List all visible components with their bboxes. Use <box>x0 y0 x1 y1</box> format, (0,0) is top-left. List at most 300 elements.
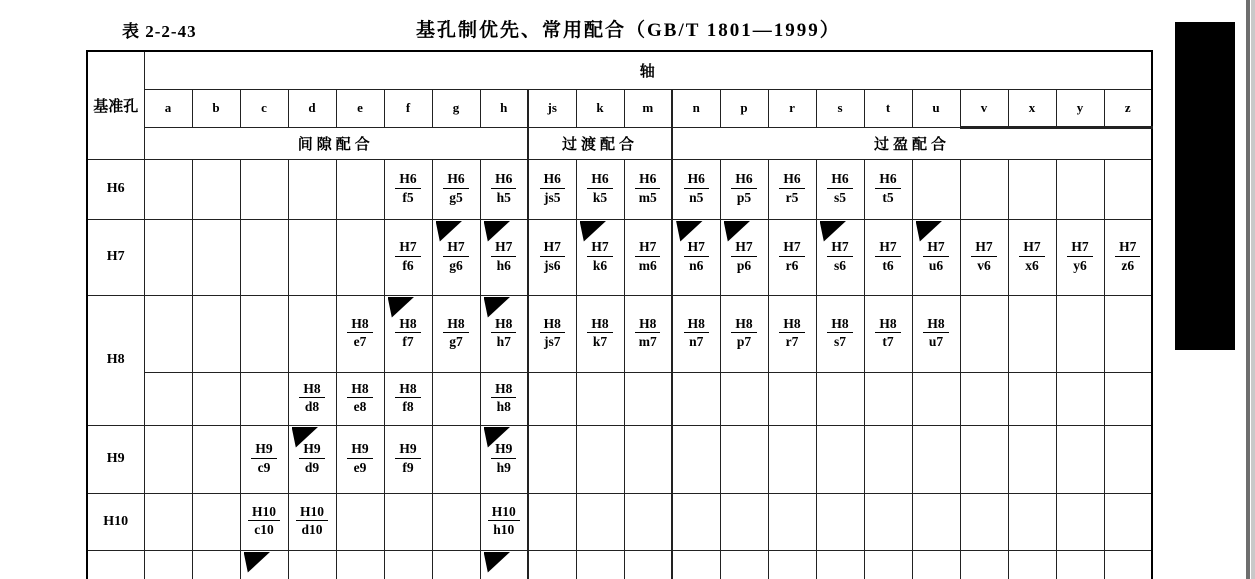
empty-cell <box>1104 372 1152 425</box>
fit-cell-H6-r5 <box>768 159 816 219</box>
fit-numerator: H6 <box>587 171 612 188</box>
fit-cell-H9-d9 <box>288 425 336 493</box>
empty-cell <box>336 159 384 219</box>
column-header-m: m <box>624 89 672 127</box>
fit-cell-H8-t7 <box>864 295 912 372</box>
page-edge-line-light <box>1251 0 1255 579</box>
header-row-shaft <box>87 51 1152 89</box>
fit-denominator: js6 <box>543 257 561 273</box>
table-row <box>87 295 1152 372</box>
empty-cell <box>720 425 768 493</box>
fit-cell-H9-f9 <box>384 425 432 493</box>
fit-fraction <box>395 171 420 204</box>
fit-denominator: m6 <box>638 257 657 273</box>
column-header-u: u <box>912 89 960 127</box>
fit-numerator: H7 <box>395 239 420 256</box>
empty-cell <box>528 493 576 550</box>
fit-cell-H8-k7 <box>576 295 624 372</box>
empty-cell <box>1008 550 1056 579</box>
preferred-mark-cell-c <box>240 550 288 579</box>
fit-cell-H8-p7 <box>720 295 768 372</box>
empty-cell <box>144 425 192 493</box>
fit-fraction <box>731 171 756 204</box>
empty-cell <box>624 425 672 493</box>
fit-cell-H8-n7 <box>672 295 720 372</box>
column-header-k: k <box>576 89 624 127</box>
fit-fraction <box>299 441 324 474</box>
empty-cell <box>1104 295 1152 372</box>
fit-denominator: f8 <box>402 399 414 415</box>
empty-cell <box>912 425 960 493</box>
fit-numerator: H9 <box>251 441 276 458</box>
empty-cell <box>864 425 912 493</box>
empty-cell <box>816 425 864 493</box>
preferred-fit-triangle <box>484 297 511 318</box>
empty-cell <box>768 425 816 493</box>
fit-fraction <box>827 239 852 272</box>
fit-numerator: H8 <box>875 316 900 333</box>
empty-cell <box>336 219 384 295</box>
empty-cell <box>576 493 624 550</box>
scan-black-bar-artifact <box>1175 22 1235 350</box>
fit-fraction <box>684 316 709 349</box>
fit-category-0: 间隙配合 <box>144 127 528 159</box>
empty-cell <box>336 550 384 579</box>
fit-cell-H7-v6 <box>960 219 1008 295</box>
fit-denominator: u6 <box>928 257 944 273</box>
fit-denominator: c10 <box>254 522 274 538</box>
empty-cell <box>192 493 240 550</box>
fit-denominator: s6 <box>833 257 846 273</box>
fit-numerator: H6 <box>827 171 852 188</box>
empty-cell <box>672 425 720 493</box>
empty-cell <box>336 493 384 550</box>
fit-numerator: H7 <box>731 239 756 256</box>
fit-numerator: H6 <box>779 171 804 188</box>
fit-numerator: H8 <box>779 316 804 333</box>
empty-cell <box>768 550 816 579</box>
empty-cell <box>528 425 576 493</box>
fit-fraction <box>779 316 804 349</box>
fit-numerator: H10 <box>296 504 328 521</box>
fit-fraction <box>587 316 612 349</box>
row-label-H7: H7 <box>87 219 144 295</box>
table-number: 表 2-2-43 <box>122 22 197 41</box>
empty-cell <box>432 550 480 579</box>
table-row <box>87 550 1152 579</box>
empty-cell <box>720 372 768 425</box>
fit-fraction <box>635 316 660 349</box>
fit-numerator: H8 <box>540 316 565 333</box>
empty-cell <box>1008 159 1056 219</box>
fit-denominator: r5 <box>785 189 799 205</box>
fit-denominator: t7 <box>882 334 894 350</box>
fit-denominator: u7 <box>928 334 944 350</box>
empty-cell <box>240 219 288 295</box>
fit-numerator: H7 <box>923 239 948 256</box>
fit-fraction <box>587 171 612 204</box>
empty-cell <box>624 493 672 550</box>
fit-cell-H7-x6 <box>1008 219 1056 295</box>
page-title: 基孔制优先、常用配合（GB/T 1801—1999） <box>416 20 841 41</box>
fit-fraction <box>491 381 516 414</box>
preferred-fit-triangle <box>916 221 943 242</box>
preferred-fit-triangle <box>484 221 511 242</box>
empty-cell <box>288 550 336 579</box>
fit-fraction <box>875 171 900 204</box>
empty-cell <box>624 550 672 579</box>
fit-cell-H7-u6 <box>912 219 960 295</box>
empty-cell <box>528 550 576 579</box>
header-row-categories <box>87 127 1152 159</box>
fit-denominator: y6 <box>1073 257 1087 273</box>
column-header-y: y <box>1056 89 1104 127</box>
column-header-js: js <box>528 89 576 127</box>
empty-cell <box>432 493 480 550</box>
empty-cell <box>192 219 240 295</box>
fit-numerator: H7 <box>491 239 516 256</box>
fit-fraction <box>731 316 756 349</box>
fit-fraction <box>395 381 420 414</box>
fit-cell-H10-d10 <box>288 493 336 550</box>
fit-fraction <box>491 316 516 349</box>
empty-cell <box>576 372 624 425</box>
fit-denominator: r7 <box>785 334 799 350</box>
page-edge-line-dark <box>1246 0 1250 579</box>
fit-numerator: H6 <box>491 171 516 188</box>
empty-cell <box>912 372 960 425</box>
fit-denominator: h10 <box>493 522 515 538</box>
empty-cell <box>960 295 1008 372</box>
fit-denominator: s7 <box>833 334 846 350</box>
fit-denominator: g7 <box>449 334 463 350</box>
empty-cell <box>960 159 1008 219</box>
column-header-a: a <box>144 89 192 127</box>
fit-numerator: H8 <box>923 316 948 333</box>
fit-cell-H8-u7 <box>912 295 960 372</box>
fit-numerator: H9 <box>491 441 516 458</box>
empty-cell <box>1008 295 1056 372</box>
fit-denominator: k7 <box>592 334 608 350</box>
column-header-x: x <box>1008 89 1056 127</box>
empty-cell <box>624 372 672 425</box>
column-header-d: d <box>288 89 336 127</box>
fit-cell-H7-t6 <box>864 219 912 295</box>
row-label-H9: H9 <box>87 425 144 493</box>
fit-fraction <box>1019 239 1044 272</box>
fit-fraction <box>779 171 804 204</box>
fit-numerator: H9 <box>347 441 372 458</box>
empty-cell <box>768 493 816 550</box>
empty-cell <box>1056 425 1104 493</box>
shaft-header: 轴 <box>144 51 1152 89</box>
fit-denominator: d10 <box>301 522 323 538</box>
empty-cell <box>288 159 336 219</box>
fit-fraction <box>923 316 948 349</box>
fit-cell-H6-k5 <box>576 159 624 219</box>
fit-denominator: h9 <box>496 459 511 475</box>
fit-fraction <box>779 239 804 272</box>
fit-cell-H7-s6 <box>816 219 864 295</box>
fit-numerator: H7 <box>684 239 709 256</box>
column-header-h: h <box>480 89 528 127</box>
empty-cell <box>144 372 192 425</box>
fit-cell-H8-m7 <box>624 295 672 372</box>
column-header-p: p <box>720 89 768 127</box>
fit-fraction <box>1067 239 1092 272</box>
empty-cell <box>192 159 240 219</box>
column-header-f: f <box>384 89 432 127</box>
fit-denominator: t6 <box>882 257 894 273</box>
fit-fraction <box>491 441 516 474</box>
fit-numerator: H8 <box>491 381 516 398</box>
fit-denominator: r6 <box>785 257 799 273</box>
fit-denominator: p5 <box>736 189 752 205</box>
fit-cell-H6-f5 <box>384 159 432 219</box>
empty-cell <box>384 550 432 579</box>
fit-cell-H10-h10 <box>480 493 528 550</box>
empty-cell <box>1056 550 1104 579</box>
fit-cell-H8-d8 <box>288 372 336 425</box>
row-label-H6: H6 <box>87 159 144 219</box>
table-row <box>87 493 1152 550</box>
table-row <box>87 159 1152 219</box>
empty-cell <box>960 550 1008 579</box>
empty-cell <box>144 159 192 219</box>
empty-cell <box>192 425 240 493</box>
empty-cell <box>144 493 192 550</box>
empty-cell <box>1008 425 1056 493</box>
fit-cell-H7-n6 <box>672 219 720 295</box>
fit-numerator: H7 <box>875 239 900 256</box>
fit-fraction <box>395 239 420 272</box>
empty-cell <box>720 550 768 579</box>
fits-table <box>86 50 1153 579</box>
empty-cell <box>288 219 336 295</box>
fit-cell-H7-k6 <box>576 219 624 295</box>
fit-cell-H6-js5 <box>528 159 576 219</box>
fit-numerator: H7 <box>1115 239 1140 256</box>
fit-denominator: f7 <box>402 334 414 350</box>
fit-fraction <box>491 239 516 272</box>
fit-fraction <box>488 504 520 537</box>
fit-fraction <box>347 316 372 349</box>
fit-numerator: H6 <box>395 171 420 188</box>
fit-denominator: e9 <box>353 459 367 475</box>
empty-cell <box>912 159 960 219</box>
fit-fraction <box>684 171 709 204</box>
fit-cell-H7-f6 <box>384 219 432 295</box>
fit-denominator: c9 <box>257 459 271 475</box>
fit-denominator: k5 <box>592 189 608 205</box>
row-label-H8: H8 <box>87 295 144 425</box>
fit-cell-H9-c9 <box>240 425 288 493</box>
fit-fraction <box>875 239 900 272</box>
fit-denominator: h6 <box>496 257 511 273</box>
fit-denominator: f5 <box>402 189 414 205</box>
fit-numerator: H7 <box>827 239 852 256</box>
fit-denominator: k6 <box>592 257 608 273</box>
fit-denominator: p6 <box>736 257 752 273</box>
fit-cell-H7-m6 <box>624 219 672 295</box>
empty-cell <box>1008 493 1056 550</box>
empty-cell <box>432 372 480 425</box>
empty-cell <box>432 425 480 493</box>
preferred-fit-triangle <box>724 221 751 242</box>
fit-fraction <box>923 239 948 272</box>
fit-cell-H6-t5 <box>864 159 912 219</box>
fit-cell-H8-e8 <box>336 372 384 425</box>
header-row-columns <box>87 89 1152 127</box>
empty-cell <box>960 425 1008 493</box>
fit-cell-H7-g6 <box>432 219 480 295</box>
empty-cell <box>240 159 288 219</box>
fit-fraction <box>827 316 852 349</box>
fit-cell-H7-js6 <box>528 219 576 295</box>
fit-denominator: h8 <box>496 399 511 415</box>
fit-fraction <box>296 504 328 537</box>
fit-cell-H8-r7 <box>768 295 816 372</box>
fit-numerator: H8 <box>587 316 612 333</box>
fit-numerator: H8 <box>347 316 372 333</box>
fit-fraction <box>635 239 660 272</box>
empty-cell <box>960 372 1008 425</box>
column-header-b: b <box>192 89 240 127</box>
fit-cell-H7-y6 <box>1056 219 1104 295</box>
empty-cell <box>1056 372 1104 425</box>
preferred-fit-triangle <box>820 221 847 242</box>
column-header-c: c <box>240 89 288 127</box>
fit-numerator: H10 <box>488 504 520 521</box>
empty-cell <box>1104 493 1152 550</box>
fit-denominator: g5 <box>449 189 463 205</box>
empty-cell <box>240 295 288 372</box>
fit-cell-H7-r6 <box>768 219 816 295</box>
empty-cell <box>1104 159 1152 219</box>
empty-cell <box>1056 295 1104 372</box>
preferred-fit-triangle <box>388 297 415 318</box>
table-row <box>87 372 1152 425</box>
fit-denominator: h5 <box>496 189 511 205</box>
empty-cell <box>576 425 624 493</box>
fit-denominator: p7 <box>736 334 752 350</box>
fit-numerator: H7 <box>779 239 804 256</box>
row-label-partial <box>87 550 144 579</box>
base-hole-header: 基准孔 <box>87 51 144 159</box>
fit-numerator: H6 <box>443 171 468 188</box>
preferred-fit-triangle <box>436 221 463 242</box>
fit-numerator: H9 <box>395 441 420 458</box>
fit-fraction <box>443 171 468 204</box>
fit-cell-H8-e7 <box>336 295 384 372</box>
fit-denominator: e7 <box>353 334 367 350</box>
fit-numerator: H8 <box>395 316 420 333</box>
fit-denominator: z6 <box>1121 257 1135 273</box>
empty-cell <box>912 493 960 550</box>
fit-denominator: js7 <box>543 334 561 350</box>
empty-cell <box>864 372 912 425</box>
fit-cell-H7-p6 <box>720 219 768 295</box>
column-header-g: g <box>432 89 480 127</box>
empty-cell <box>960 493 1008 550</box>
fit-fraction <box>443 316 468 349</box>
fit-denominator: e8 <box>353 399 367 415</box>
fit-cell-H6-h5 <box>480 159 528 219</box>
fit-fraction <box>684 239 709 272</box>
empty-cell <box>1056 493 1104 550</box>
fit-denominator: h7 <box>496 334 511 350</box>
fit-cell-H6-m5 <box>624 159 672 219</box>
fit-numerator: H7 <box>971 239 996 256</box>
fit-cell-H9-e9 <box>336 425 384 493</box>
fit-cell-H8-f7 <box>384 295 432 372</box>
fit-denominator: m5 <box>638 189 657 205</box>
fit-denominator: t5 <box>882 189 894 205</box>
fit-cell-H6-p5 <box>720 159 768 219</box>
empty-cell <box>192 295 240 372</box>
empty-cell <box>672 550 720 579</box>
empty-cell <box>1056 159 1104 219</box>
fit-denominator: s5 <box>833 189 846 205</box>
preferred-fit-triangle <box>484 552 511 573</box>
empty-cell <box>672 372 720 425</box>
empty-cell <box>864 493 912 550</box>
fit-category-2: 过盈配合 <box>672 127 1152 159</box>
table-row <box>87 219 1152 295</box>
fit-denominator: g6 <box>449 257 463 273</box>
empty-cell <box>864 550 912 579</box>
fit-cell-H7-z6 <box>1104 219 1152 295</box>
column-header-z: z <box>1104 89 1152 127</box>
fit-numerator: H8 <box>299 381 324 398</box>
empty-cell <box>816 493 864 550</box>
fit-fraction <box>347 441 372 474</box>
fit-numerator: H6 <box>540 171 565 188</box>
fit-numerator: H6 <box>875 171 900 188</box>
empty-cell <box>528 372 576 425</box>
empty-cell <box>144 219 192 295</box>
preferred-mark-cell-h <box>480 550 528 579</box>
fit-numerator: H7 <box>1067 239 1092 256</box>
fit-denominator: n5 <box>689 189 704 205</box>
empty-cell <box>192 372 240 425</box>
fit-fraction <box>540 316 565 349</box>
fit-cell-H9-h9 <box>480 425 528 493</box>
fit-numerator: H7 <box>540 239 565 256</box>
fit-numerator: H6 <box>635 171 660 188</box>
fit-cell-H8-js7 <box>528 295 576 372</box>
fit-cell-H6-n5 <box>672 159 720 219</box>
empty-cell <box>672 493 720 550</box>
empty-cell <box>1104 550 1152 579</box>
fit-numerator: H8 <box>443 316 468 333</box>
fit-cell-H8-h8 <box>480 372 528 425</box>
fit-fraction <box>731 239 756 272</box>
fit-denominator: f9 <box>402 459 414 475</box>
empty-cell <box>144 550 192 579</box>
fit-denominator: d8 <box>304 399 320 415</box>
fit-numerator: H8 <box>731 316 756 333</box>
fit-numerator: H8 <box>684 316 709 333</box>
row-label-H10: H10 <box>87 493 144 550</box>
fit-denominator: d9 <box>304 459 320 475</box>
fit-numerator: H8 <box>395 381 420 398</box>
empty-cell <box>240 372 288 425</box>
column-header-n: n <box>672 89 720 127</box>
column-header-s: s <box>816 89 864 127</box>
fit-cell-H6-s5 <box>816 159 864 219</box>
table-row <box>87 425 1152 493</box>
